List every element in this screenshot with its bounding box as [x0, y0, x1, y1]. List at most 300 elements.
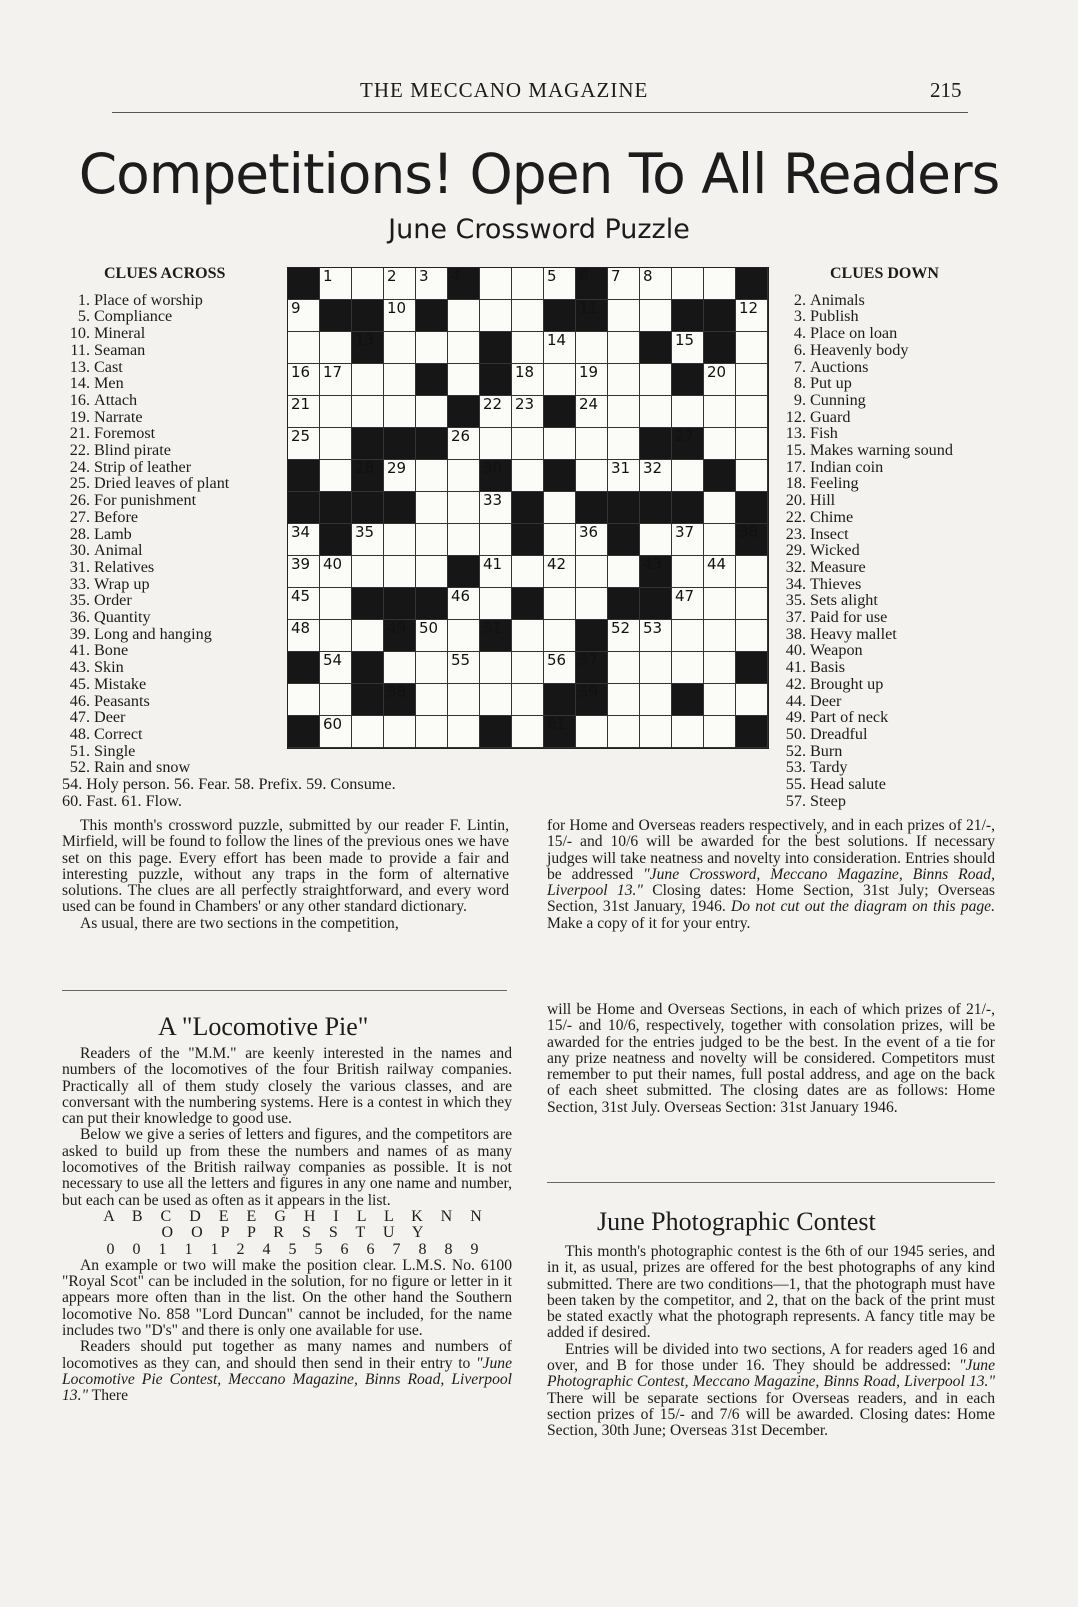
clue-number: 11. — [70, 340, 90, 359]
grid-white-square — [320, 556, 352, 588]
grid-white-square — [288, 300, 320, 332]
grid-clue-number: 53 — [643, 619, 663, 637]
grid-white-square — [320, 332, 352, 364]
grid-black-square — [576, 492, 608, 524]
grid-clue-number: 8 — [643, 267, 653, 285]
clue-down — [778, 709, 1008, 726]
grid-clue-number: 28 — [355, 459, 375, 477]
grid-clue-number: 31 — [611, 459, 631, 477]
grid-black-square — [736, 716, 768, 748]
clue-across — [62, 375, 280, 392]
grid-white-square — [416, 396, 448, 428]
clue-number: 13. — [785, 424, 806, 443]
grid-white-square — [672, 460, 704, 492]
clue-text: Peasants — [94, 691, 150, 710]
clue-text: Foremost — [94, 424, 156, 443]
clue-down — [778, 609, 1008, 626]
grid-black-square — [416, 428, 448, 460]
grid-clue-number: 54 — [323, 651, 343, 669]
clue-down — [778, 576, 1008, 593]
clue-number: 5. — [77, 307, 90, 326]
grid-black-square — [480, 364, 512, 396]
clue-text: Paid for use — [810, 608, 888, 627]
grid-black-square — [672, 684, 704, 716]
grid-white-square — [544, 556, 576, 588]
clue-text: Dreadful — [810, 724, 868, 743]
grid-clue-number: 24 — [579, 395, 599, 413]
clue-across-tail-line: 60. Fast. 61. Flow. — [62, 791, 182, 810]
grid-white-square — [704, 428, 736, 460]
clue-down — [778, 676, 1008, 693]
grid-black-square — [704, 332, 736, 364]
grid-white-square — [576, 556, 608, 588]
clue-text: Seaman — [94, 340, 146, 359]
grid-white-square — [608, 396, 640, 428]
clue-text: Before — [94, 507, 139, 526]
grid-black-square — [544, 300, 576, 332]
clues-across — [62, 266, 280, 776]
clue-text: Brought up — [810, 674, 884, 693]
grid-clue-number: 5 — [547, 267, 557, 285]
grid-black-square — [608, 588, 640, 620]
loco-text: Readers should put together as many names and numbers of locomotives as they can, and should then send in their entry to — [62, 1338, 512, 1372]
grid-white-square — [384, 300, 416, 332]
clue-text: Heavy mallet — [810, 624, 897, 643]
grid-white-square — [512, 268, 544, 300]
clue-text: Bone — [94, 641, 129, 660]
grid-white-square — [704, 492, 736, 524]
grid-black-square — [416, 364, 448, 396]
grid-white-square — [704, 652, 736, 684]
grid-clue-number: 41 — [483, 555, 503, 573]
clue-number: 15. — [785, 441, 806, 460]
grid-white-square — [576, 396, 608, 428]
clue-down — [778, 409, 1008, 426]
clue-number: 43. — [69, 658, 90, 677]
grid-clue-number: 6 — [579, 267, 589, 285]
photo-text: Entries will be divided into two sections, A for readers aged 16 and over, and B for those under 16. They should be addressed: — [547, 1340, 995, 1375]
grid-white-square — [480, 556, 512, 588]
clue-number: 39. — [69, 624, 90, 643]
clue-number: 35. — [785, 591, 806, 610]
grid-white-square — [448, 428, 480, 460]
grid-black-square — [384, 684, 416, 716]
grid-white-square — [512, 300, 544, 332]
clue-number: 24. — [69, 457, 90, 476]
grid-clue-number: 43 — [643, 555, 663, 573]
clue-number: 10. — [69, 324, 90, 343]
grid-white-square — [544, 364, 576, 396]
grid-white-square — [384, 556, 416, 588]
grid-black-square — [704, 460, 736, 492]
clue-text: Cast — [94, 357, 123, 376]
grid-white-square — [576, 524, 608, 556]
clue-number: 6. — [793, 340, 806, 359]
grid-clue-number: 44 — [707, 555, 727, 573]
clue-text: Lamb — [94, 524, 132, 543]
clue-down — [778, 425, 1008, 442]
grid-clue-number: 22 — [483, 395, 503, 413]
magazine-title: THE MECCANO MAGAZINE — [360, 78, 649, 102]
clue-number: 41. — [69, 641, 90, 660]
grid-white-square — [352, 364, 384, 396]
grid-white-square — [672, 268, 704, 300]
photo-text: There will be separate sections for Overseas readers, and in each section prizes of 15/- and 7/6 will be awarded. Closing dates: Home Section, 30th June; Overseas 31st December. — [547, 1389, 995, 1440]
grid-white-square — [544, 620, 576, 652]
grid-white-square — [480, 524, 512, 556]
clue-across — [62, 693, 280, 710]
grid-white-square — [544, 332, 576, 364]
entry-address: "June Locomotive Pie Contest, Meccano Magazine, Binns Road, Liverpool 13." — [62, 1354, 512, 1405]
clue-number: 55. — [785, 775, 806, 794]
page-title: Competitions! Open To All Readers — [78, 142, 1000, 206]
clue-text: Strip of leather — [94, 457, 192, 476]
grid-white-square — [448, 620, 480, 652]
grid-white-square — [352, 268, 384, 300]
clue-text: Deer — [810, 691, 842, 710]
crossword-grid — [287, 267, 769, 749]
grid-white-square — [672, 716, 704, 748]
grid-black-square — [640, 428, 672, 460]
grid-white-square — [736, 620, 768, 652]
grid-clue-number: 48 — [291, 619, 311, 637]
rules-text: Closing dates: Home Section, 31st July; Overseas Section, 31st January, 1946. — [547, 882, 995, 916]
grid-black-square — [352, 492, 384, 524]
clue-number: 16. — [69, 390, 90, 409]
grid-clue-number: 39 — [291, 555, 311, 573]
clue-text: Chime — [810, 507, 854, 526]
grid-white-square — [448, 716, 480, 748]
grid-white-square — [320, 268, 352, 300]
clue-number: 17. — [785, 457, 806, 476]
grid-black-square — [320, 524, 352, 556]
grid-white-square — [352, 556, 384, 588]
grid-white-square — [416, 652, 448, 684]
grid-white-square — [448, 684, 480, 716]
grid-white-square — [704, 716, 736, 748]
grid-white-square — [640, 524, 672, 556]
grid-clue-number: 51 — [483, 619, 503, 637]
crossword-intro-paragraph: As usual, there are two sections in the competition, — [80, 914, 399, 932]
grid-white-square — [352, 396, 384, 428]
grid-black-square — [320, 300, 352, 332]
grid-white-square — [640, 684, 672, 716]
grid-white-square — [416, 524, 448, 556]
clue-number: 25. — [69, 474, 90, 493]
grid-white-square — [416, 556, 448, 588]
clue-text: Mistake — [94, 674, 147, 693]
grid-white-square — [736, 332, 768, 364]
crossword-intro-left — [62, 818, 509, 932]
grid-white-square — [704, 396, 736, 428]
grid-black-square — [352, 332, 384, 364]
clue-text: Animals — [810, 290, 865, 309]
clue-text: Insect — [810, 524, 849, 543]
grid-clue-number: 23 — [515, 395, 535, 413]
clues-down-heading: CLUES DOWN — [830, 265, 939, 282]
grid-white-square — [640, 364, 672, 396]
clue-number: 51. — [69, 741, 90, 760]
grid-white-square — [576, 716, 608, 748]
grid-white-square — [512, 652, 544, 684]
loco-paragraph: will be Home and Overseas Sections, in each of which prizes of 21/-, 15/- and 10/6, respectively, together with consolation prizes, will be awarded for the entries judged to be the best. In the event of a tie for any prize neatness and novelty will be considered. Competitors must remember to put their names, full postal address, and age on the back of each sheet submitted. The closing dates are as follows: Home Section, 31st July. Overseas Section: 31st January 1946. — [547, 1001, 995, 1116]
clue-down — [778, 526, 1008, 543]
grid-black-square — [736, 652, 768, 684]
clue-number: 41. — [785, 658, 806, 677]
clue-text: Long and hanging — [94, 624, 212, 643]
clue-number: 52. — [69, 758, 90, 777]
grid-clue-number: 19 — [579, 363, 599, 381]
photo-paragraph — [547, 1342, 995, 1440]
clue-text: Put up — [810, 374, 852, 393]
grid-black-square — [480, 620, 512, 652]
grid-white-square — [320, 716, 352, 748]
grid-clue-number: 30 — [483, 459, 503, 477]
clue-across — [62, 576, 280, 593]
grid-clue-number: 16 — [291, 363, 311, 381]
grid-white-square — [704, 524, 736, 556]
grid-white-square — [640, 716, 672, 748]
grid-white-square — [320, 652, 352, 684]
clue-text: Hill — [810, 491, 836, 510]
grid-white-square — [480, 652, 512, 684]
grid-black-square — [448, 396, 480, 428]
grid-clue-number: 61 — [547, 715, 567, 733]
grid-black-square — [608, 524, 640, 556]
grid-white-square — [640, 620, 672, 652]
grid-clue-number: 10 — [387, 299, 407, 317]
clue-down — [778, 325, 1008, 342]
clue-down — [778, 392, 1008, 409]
rules-text: for Home and Overseas readers respectively, and in each prizes of 21/-, 15/- and 10/6 will be awarded for the best solutions. If necessary judges will take neatness and novelty into consideration. Entries should be addressed — [547, 817, 995, 883]
clue-text: Publish — [810, 307, 859, 326]
grid-clue-number: 56 — [547, 651, 567, 669]
grid-black-square — [288, 460, 320, 492]
clue-text: Relatives — [94, 557, 155, 576]
grid-clue-number: 34 — [291, 523, 311, 541]
grid-white-square — [416, 460, 448, 492]
photo-contest-body — [547, 1244, 995, 1440]
clue-down — [778, 442, 1008, 459]
clue-down — [778, 743, 1008, 760]
grid-white-square — [704, 620, 736, 652]
clue-number: 9. — [793, 390, 806, 409]
clue-text: Wrap up — [94, 574, 150, 593]
clue-across — [62, 325, 280, 342]
grid-white-square — [480, 492, 512, 524]
grid-black-square — [416, 588, 448, 620]
letters-row: A B C D E E G H I L L K N N — [103, 1207, 489, 1225]
clue-number: 38. — [785, 624, 806, 643]
grid-white-square — [704, 364, 736, 396]
clue-text: Compliance — [94, 307, 173, 326]
grid-white-square — [288, 620, 320, 652]
grid-white-square — [288, 588, 320, 620]
clue-text: Blind pirate — [94, 441, 171, 460]
grid-white-square — [608, 332, 640, 364]
clue-number: 45. — [69, 674, 90, 693]
clue-text: Sets alight — [810, 591, 878, 610]
grid-white-square — [480, 588, 512, 620]
grid-white-square — [672, 556, 704, 588]
clue-number: 3. — [793, 307, 806, 326]
grid-black-square — [672, 300, 704, 332]
grid-black-square — [288, 268, 320, 300]
grid-white-square — [288, 524, 320, 556]
grid-white-square — [288, 364, 320, 396]
clue-number: 4. — [793, 324, 806, 343]
clue-text: Animal — [94, 541, 143, 560]
grid-black-square — [512, 588, 544, 620]
crossword-intro-paragraph: This month's crossword puzzle, submitted by our reader F. Lintin, Mirfield, will be found to follow the lines of the previous ones we have set on this page. Every effort has been made to provide a fair and interesting puzzle, without any traps in the form of alternative solutions. The clues are all perfectly straightforward, and every word used can be found in Chambers' or any other standard dictionary. — [62, 817, 509, 916]
grid-white-square — [544, 428, 576, 460]
grid-white-square — [640, 460, 672, 492]
clue-number: 20. — [785, 491, 806, 510]
clue-number: 34. — [785, 574, 806, 593]
clue-text: Feeling — [810, 474, 859, 493]
grid-clue-number: 26 — [451, 427, 471, 445]
grid-black-square — [384, 428, 416, 460]
clue-text: Tardy — [810, 758, 848, 777]
clue-down — [778, 542, 1008, 559]
locomotive-pie-body — [62, 1046, 512, 1405]
clue-down — [778, 509, 1008, 526]
grid-black-square — [352, 684, 384, 716]
grid-white-square — [288, 556, 320, 588]
grid-black-square — [640, 556, 672, 588]
clues-down-list — [778, 292, 1008, 810]
grid-white-square — [512, 556, 544, 588]
grid-white-square — [512, 620, 544, 652]
grid-clue-number: 47 — [675, 587, 695, 605]
grid-clue-number: 1 — [323, 267, 333, 285]
clue-text: Wicked — [810, 541, 860, 560]
clue-text: Guard — [810, 407, 851, 426]
clue-text: Makes warning sound — [810, 441, 953, 460]
grid-black-square — [512, 492, 544, 524]
grid-white-square — [384, 716, 416, 748]
clue-across — [62, 425, 280, 442]
clue-number: 23. — [785, 524, 806, 543]
grid-black-square — [288, 716, 320, 748]
grid-clue-number: 36 — [579, 523, 599, 541]
clue-number: 27. — [69, 507, 90, 526]
grid-white-square — [384, 396, 416, 428]
grid-white-square — [736, 396, 768, 428]
grid-black-square — [704, 300, 736, 332]
grid-white-square — [736, 556, 768, 588]
grid-black-square — [576, 300, 608, 332]
grid-black-square — [352, 588, 384, 620]
grid-white-square — [608, 652, 640, 684]
grid-black-square — [512, 524, 544, 556]
clue-across — [62, 475, 280, 492]
clue-text: Place on loan — [810, 324, 898, 343]
grid-white-square — [512, 428, 544, 460]
clue-number: 47. — [69, 708, 90, 727]
grid-clue-number: 12 — [739, 299, 759, 317]
clue-across-tail-line: 54. Holy person. 56. Fear. 58. Prefix. 59. Consume. — [62, 775, 396, 793]
grid-white-square — [480, 268, 512, 300]
loco-paragraph: Below we give a series of letters and figures, and the competitors are asked to build up from these the numbers and names of as many locomotives of the British railway companies as possible. It is not necessary to use all the letters and figures in any one name and number, but each can be used as often as it appears in the list. — [62, 1126, 512, 1209]
clue-text: Fish — [810, 424, 838, 443]
grid-white-square — [320, 364, 352, 396]
grid-black-square — [288, 652, 320, 684]
clue-across — [62, 709, 280, 726]
clue-number: 22. — [785, 507, 806, 526]
clue-text: For punishment — [94, 491, 197, 510]
grid-white-square — [704, 684, 736, 716]
clue-down — [778, 375, 1008, 392]
grid-white-square — [512, 716, 544, 748]
crossword-intro-right — [547, 818, 995, 932]
loco-text: There — [88, 1387, 129, 1405]
clue-across — [62, 659, 280, 676]
grid-clue-number: 49 — [387, 619, 407, 637]
grid-white-square — [512, 684, 544, 716]
grid-white-square — [448, 492, 480, 524]
grid-white-square — [544, 268, 576, 300]
grid-clue-number: 3 — [419, 267, 429, 285]
grid-white-square — [608, 684, 640, 716]
grid-black-square — [608, 492, 640, 524]
grid-white-square — [320, 428, 352, 460]
header-rule — [112, 112, 968, 113]
grid-clue-number: 18 — [515, 363, 535, 381]
grid-clue-number: 50 — [419, 619, 439, 637]
grid-white-square — [448, 524, 480, 556]
grid-clue-number: 52 — [611, 619, 631, 637]
grid-clue-number: 9 — [291, 299, 301, 317]
grid-white-square — [416, 332, 448, 364]
clues-across-tail — [62, 776, 582, 809]
grid-white-square — [640, 652, 672, 684]
clue-across — [62, 342, 280, 359]
loco-paragraph: Readers of the "M.M." are keenly interested in the names and numbers of the locomotives of the four British railway companies. Practically all of them study closely the various classes, and are conversant with the numbering systems. Here is a contest in which they can put their knowledge to good use. — [62, 1045, 512, 1128]
clue-text: Thieves — [810, 574, 862, 593]
grid-clue-number: 2 — [387, 267, 397, 285]
clue-text: Burn — [810, 741, 843, 760]
clue-number: 49. — [785, 708, 806, 727]
grid-white-square — [608, 364, 640, 396]
grid-white-square — [320, 684, 352, 716]
locomotive-pie-continued — [547, 1002, 995, 1116]
clue-text: Correct — [94, 724, 143, 743]
grid-white-square — [384, 364, 416, 396]
clue-number: 50. — [785, 724, 806, 743]
grid-white-square — [576, 332, 608, 364]
grid-clue-number: 20 — [707, 363, 727, 381]
clue-text: Attach — [94, 390, 138, 409]
letters-row: O O P P R S S T U Y — [161, 1224, 431, 1242]
grid-clue-number: 35 — [355, 523, 375, 541]
grid-white-square — [576, 428, 608, 460]
grid-black-square — [640, 332, 672, 364]
clue-down — [778, 642, 1008, 659]
grid-white-square — [416, 716, 448, 748]
grid-clue-number: 27 — [675, 427, 695, 445]
grid-white-square — [640, 268, 672, 300]
clue-number: 32. — [785, 557, 806, 576]
grid-white-square — [672, 332, 704, 364]
clue-down — [778, 459, 1008, 476]
clue-number: 31. — [69, 557, 90, 576]
clue-text: Steep — [810, 791, 846, 810]
grid-white-square — [384, 524, 416, 556]
grid-white-square — [384, 652, 416, 684]
clues-across-heading: CLUES ACROSS — [104, 265, 226, 282]
clue-across — [62, 492, 280, 509]
